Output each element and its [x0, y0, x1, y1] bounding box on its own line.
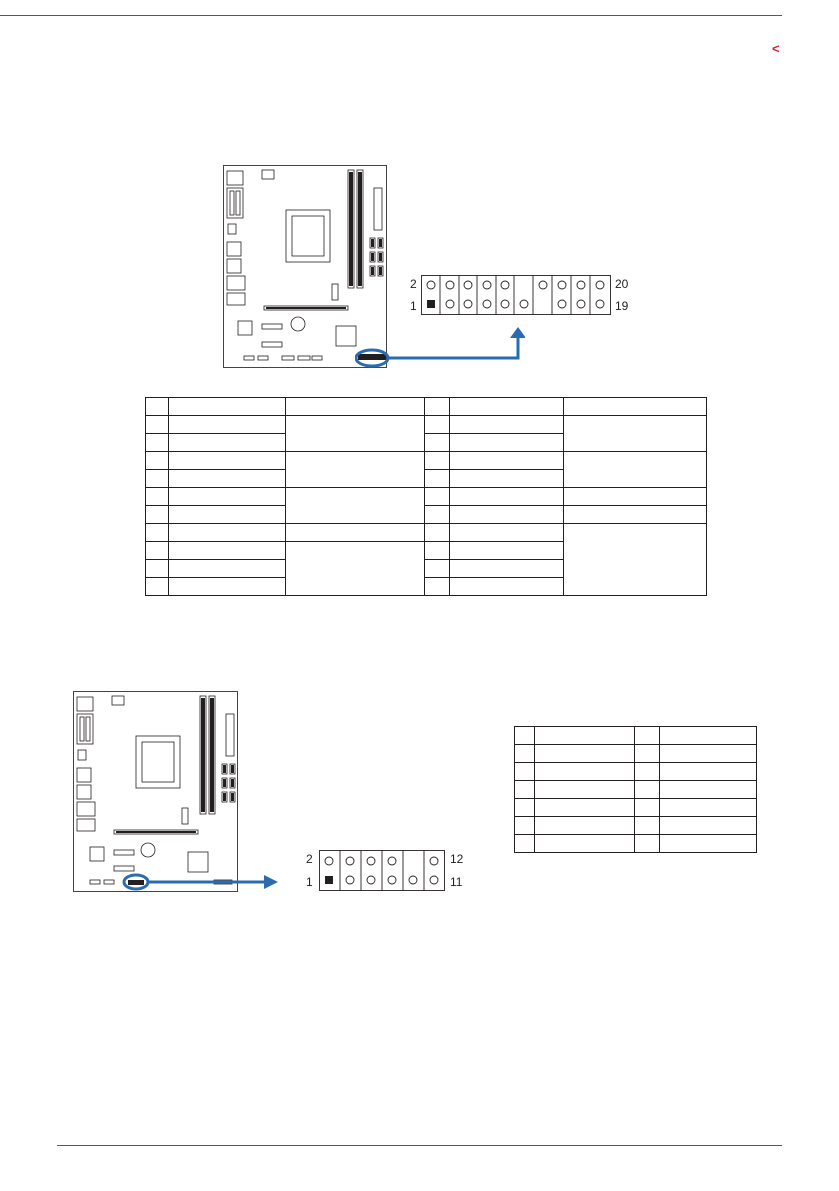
pin-header-12-diagram — [319, 850, 445, 891]
pin-label-12: 12 — [450, 852, 464, 866]
table-row — [515, 817, 757, 835]
motherboard-diagram-b — [73, 691, 238, 892]
table-row — [515, 763, 757, 781]
table-row — [515, 799, 757, 817]
table-row — [146, 416, 707, 434]
table-row — [146, 398, 707, 416]
motherboard-layout-b — [74, 692, 237, 891]
pin-label-2: 2 — [410, 277, 417, 291]
table-row — [146, 506, 707, 524]
pin-label-1: 1 — [306, 875, 313, 889]
pin-label-20: 20 — [615, 277, 629, 291]
pin-label-1: 1 — [410, 299, 417, 313]
callout-arrow-b — [122, 872, 278, 892]
table-row — [146, 524, 707, 542]
pin-assignment-table-12 — [514, 726, 757, 853]
table-row — [146, 452, 707, 470]
pin-label-2: 2 — [306, 852, 313, 866]
pin-label-11: 11 — [450, 875, 463, 889]
table-row — [515, 835, 757, 853]
pin-header-20-diagram — [421, 275, 611, 315]
back-chevron-icon[interactable]: < — [772, 41, 780, 56]
table-row — [515, 781, 757, 799]
footer-rule — [57, 1145, 782, 1146]
table-row — [515, 727, 757, 745]
table-row — [515, 745, 757, 763]
pin-assignment-table-20 — [145, 397, 707, 596]
callout-arrow-a — [355, 325, 525, 373]
pin-label-19: 19 — [615, 299, 629, 313]
header-rule — [0, 15, 782, 16]
table-row — [146, 488, 707, 506]
